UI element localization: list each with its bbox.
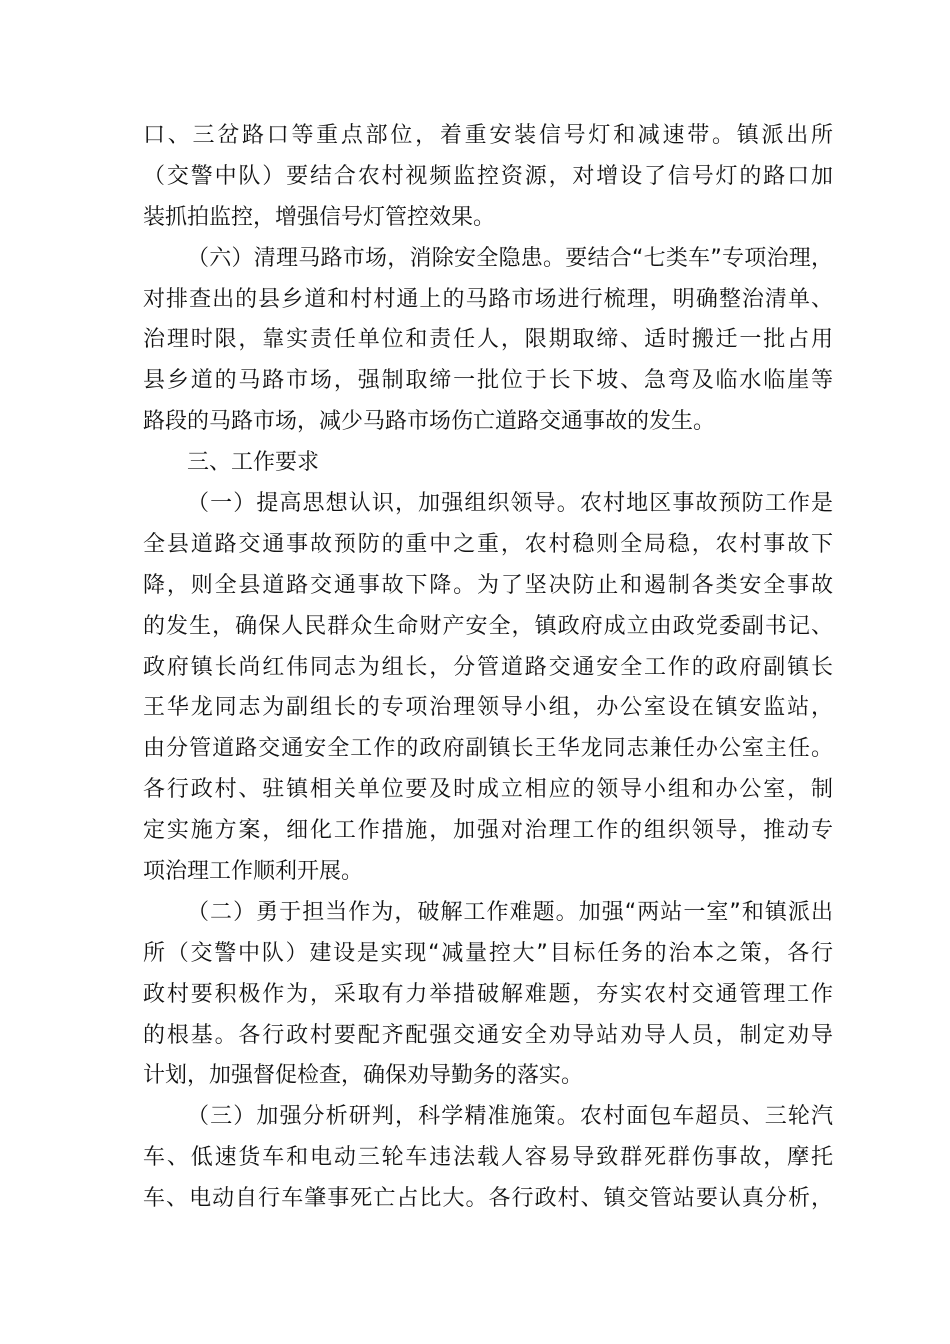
document-page <box>143 116 833 1220</box>
text-line: 车、电动自行车肇事死亡占比大。各行政村、镇交管站要认真分析， <box>143 1186 833 1212</box>
paragraph-heading-line: （二）勇于担当作为，破解工作难题。加强“两站一室”和镇派出 <box>187 899 833 925</box>
text-line: 降，则全县道路交通事故下降。为了坚决防止和遏制各类安全事故 <box>143 572 833 598</box>
text-line: 路段的马路市场，减少马路市场伤亡道路交通事故的发生。 <box>143 409 716 435</box>
text-line: 项治理工作顺利开展。 <box>143 859 364 885</box>
text-line: 县乡道的马路市场，强制取缔一批位于长下坡、急弯及临水临崖等 <box>143 368 833 394</box>
text-line: 的根基。各行政村要配齐配强交通安全劝导站劝导人员，制定劝导 <box>143 1022 833 1048</box>
text-line: 各行政村、驻镇相关单位要及时成立相应的领导小组和办公室，制 <box>143 777 833 803</box>
text-line: 对排查出的县乡道和村村通上的马路市场进行梳理，明确整治清单、 <box>143 286 833 312</box>
text-line: 所（交警中队）建设是实现“减量控大”目标任务的治本之策，各行 <box>143 940 833 966</box>
text-line: 政府镇长尚红伟同志为组长，分管道路交通安全工作的政府副镇长 <box>143 654 833 680</box>
text-line: 政村要积极作为，采取有力举措破解难题，夯实农村交通管理工作 <box>143 981 833 1007</box>
text-line: 口、三岔路口等重点部位，着重安装信号灯和减速带。镇派出所 <box>143 123 833 148</box>
section-heading: 三、工作要求 <box>187 450 320 476</box>
text-line: 由分管道路交通安全工作的政府副镇长王华龙同志兼任办公室主任。 <box>143 736 833 762</box>
text-line: （交警中队）要结合农村视频监控资源，对增设了信号灯的路口加 <box>143 163 833 189</box>
text-line: 车、低速货车和电动三轮车违法载人容易导致群死群伤事故，摩托 <box>143 1145 833 1171</box>
paragraph-heading-line: （一）提高思想认识，加强组织领导。农村地区事故预防工作是 <box>187 491 833 517</box>
text-line: 计划，加强督促检查，确保劝导勤务的落实。 <box>143 1063 584 1089</box>
text-line: 定实施方案，细化工作措施，加强对治理工作的组织领导，推动专 <box>143 818 833 844</box>
paragraph-heading-line: （三）加强分析研判，科学精准施策。农村面包车超员、三轮汽 <box>187 1104 833 1130</box>
text-line: 装抓拍监控，增强信号灯管控效果。 <box>143 204 496 230</box>
text-line: 的发生，确保人民群众生命财产安全，镇政府成立由政党委副书记、 <box>143 613 833 639</box>
text-line: 王华龙同志为副组长的专项治理领导小组，办公室设在镇安监站， <box>143 695 833 721</box>
text-line: 治理时限，靠实责任单位和责任人，限期取缔、适时搬迁一批占用 <box>143 327 833 353</box>
paragraph-heading-line: （六）清理马路市场，消除安全隐患。要结合“七类车”专项治理， <box>187 245 833 271</box>
text-line: 全县道路交通事故预防的重中之重，农村稳则全局稳，农村事故下 <box>143 531 833 557</box>
